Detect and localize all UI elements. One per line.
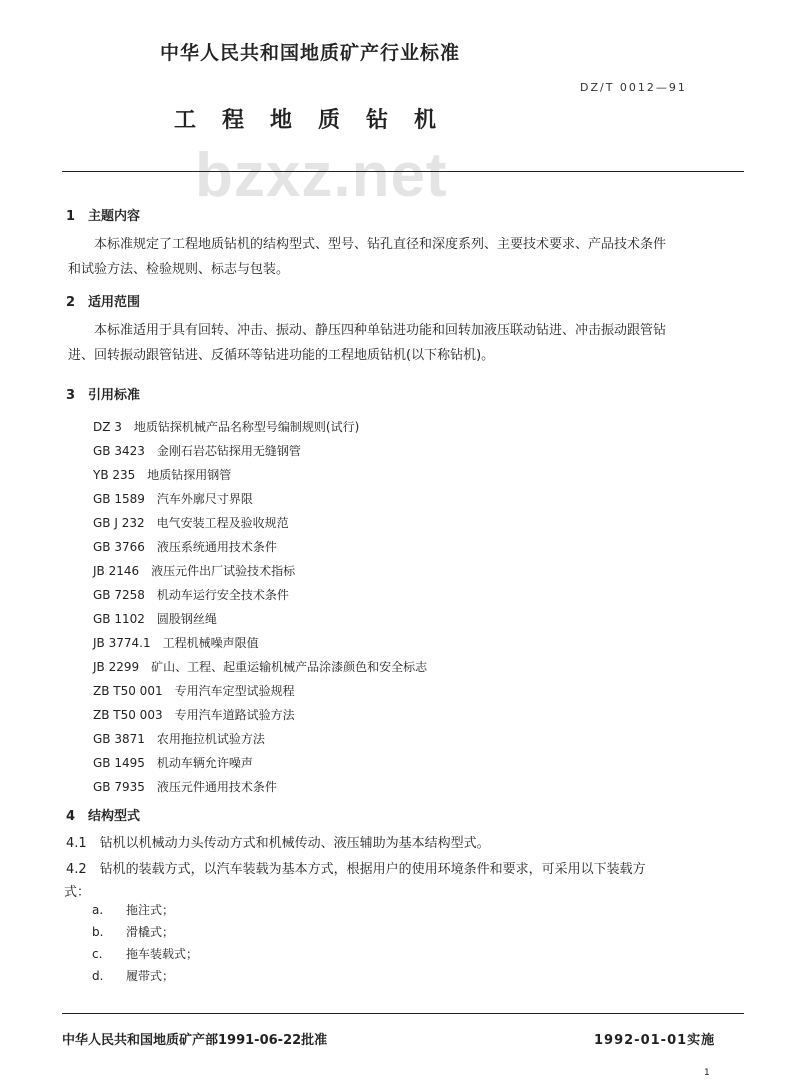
reference-title: 圆股钢丝绳 <box>156 612 217 626</box>
footer-divider <box>62 1013 744 1014</box>
reference-code: GB 1102 <box>93 612 145 626</box>
header-divider <box>62 171 744 172</box>
reference-title: 电气安装工程及验收规范 <box>156 516 289 530</box>
section-heading: 4 结构型式 <box>66 809 141 824</box>
reference-item <box>93 658 427 675</box>
reference-item <box>93 418 359 435</box>
reference-title: 液压系统通用技术条件 <box>156 540 277 554</box>
list-text: 拖注式； <box>126 903 175 917</box>
reference-title: 机动车运行安全技术条件 <box>156 588 289 602</box>
reference-title: 汽车外廓尺寸界限 <box>156 492 253 506</box>
reference-code: DZ 3 <box>93 420 122 434</box>
reference-title: 机动车辆允许噪声 <box>156 756 253 770</box>
reference-code: GB 3871 <box>93 732 145 746</box>
reference-item <box>93 514 289 531</box>
reference-item <box>93 634 259 651</box>
reference-item <box>93 466 231 483</box>
reference-item <box>93 754 253 771</box>
paragraph: 和试验方法、检验规则、标志与包装。 <box>68 262 290 277</box>
list-marker: d. <box>92 969 104 983</box>
reference-title: 地质钻探机械产品名称型号编制规则(试行) <box>133 420 360 434</box>
section-heading: 3 引用标准 <box>66 388 141 403</box>
reference-item <box>93 778 277 795</box>
reference-code: ZB T50 001 <box>93 684 163 698</box>
reference-title: 金刚石岩芯钻探用无缝钢管 <box>156 444 301 458</box>
reference-title: 农用拖拉机试验方法 <box>156 732 265 746</box>
reference-title: 专用汽车定型试验规程 <box>174 684 295 698</box>
paragraph: 4.1 钻机以机械动力头传动方式和机械传动、液压辅助为基本结构型式。 <box>66 836 490 851</box>
standard-code: DZ/T 0012—91 <box>580 81 687 94</box>
watermark: bzxz.net <box>195 141 448 210</box>
reference-code: GB 3423 <box>93 444 145 458</box>
reference-code: GB J 232 <box>93 516 145 530</box>
reference-item <box>93 706 295 723</box>
reference-item <box>93 586 289 603</box>
paragraph: 4.2 钻机的装载方式，以汽车装载为基本方式，根据用户的使用环境条件和要求，可采用以下装载方 <box>66 862 646 877</box>
section-heading: 1 主题内容 <box>66 209 141 224</box>
list-item <box>92 923 174 940</box>
reference-code: YB 235 <box>93 468 136 482</box>
reference-title: 工程机械噪声限值 <box>162 636 259 650</box>
paragraph: 本标准适用于具有回转、冲击、振动、静压四种单钻进功能和回转加液压联动钻进、冲击振动跟管钻 <box>94 323 667 338</box>
reference-item <box>93 562 295 579</box>
list-text: 滑橇式； <box>126 925 175 939</box>
list-item <box>92 945 198 962</box>
reference-code: GB 3766 <box>93 540 145 554</box>
reference-code: JB 2299 <box>93 660 140 674</box>
list-text: 履带式； <box>126 969 175 983</box>
issuing-organization: 中华人民共和国地质矿产行业标准 <box>160 42 461 64</box>
reference-code: GB 7935 <box>93 780 145 794</box>
list-marker: c. <box>92 947 103 961</box>
paragraph: 本标准规定了工程地质钻机的结构型式、型号、钻孔直径和深度系列、主要技术要求、产品技术条件 <box>94 237 667 252</box>
list-marker: b. <box>92 925 104 939</box>
reference-code: JB 2146 <box>93 564 140 578</box>
reference-code: JB 3774.1 <box>93 636 151 650</box>
reference-item <box>93 682 295 699</box>
reference-item <box>93 490 253 507</box>
reference-title: 液压元件出厂试验技术指标 <box>151 564 296 578</box>
list-item <box>92 967 174 984</box>
reference-code: GB 1589 <box>93 492 145 506</box>
list-marker: a. <box>92 903 104 917</box>
reference-item <box>93 610 217 627</box>
document-title: 工程地质钻机 <box>174 108 463 133</box>
list-item <box>92 901 174 918</box>
reference-item <box>93 538 277 555</box>
list-text: 拖车装载式； <box>126 947 199 961</box>
approval-date: 中华人民共和国地质矿产部1991-06-22批准 <box>62 1033 328 1048</box>
paragraph: 进、回转振动跟管钻进、反循环等钻进功能的工程地质钻机(以下称钻机)。 <box>68 348 495 363</box>
reference-item <box>93 442 301 459</box>
section-heading: 2 适用范围 <box>66 295 141 310</box>
implementation-date: 1992-01-01实施 <box>594 1033 716 1048</box>
reference-title: 专用汽车道路试验方法 <box>174 708 295 722</box>
reference-item <box>93 730 265 747</box>
page-number: 1 <box>704 1068 710 1078</box>
reference-code: ZB T50 003 <box>93 708 163 722</box>
reference-title: 地质钻探用钢管 <box>147 468 232 482</box>
reference-title: 矿山、工程、起重运输机械产品涂漆颜色和安全标志 <box>151 660 428 674</box>
reference-code: GB 1495 <box>93 756 145 770</box>
reference-title: 液压元件通用技术条件 <box>156 780 277 794</box>
reference-code: GB 7258 <box>93 588 145 602</box>
paragraph: 式： <box>64 885 91 900</box>
